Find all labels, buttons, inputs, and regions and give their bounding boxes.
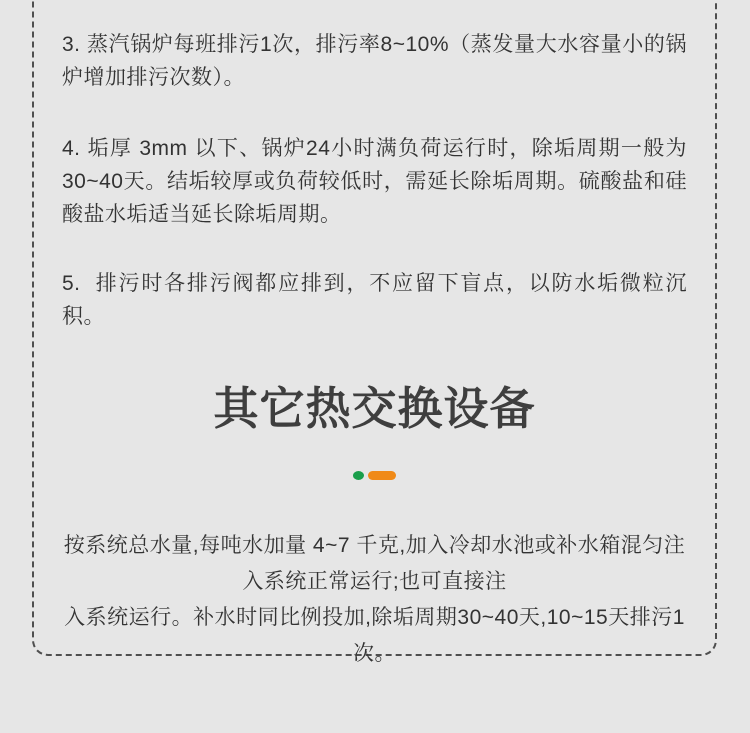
dosage-instructions (62, 528, 687, 672)
divider-orange-dash-icon (368, 471, 396, 480)
numbered-paragraph-3: 3. 蒸汽锅炉每班排污1次，排污率8~10%（蒸发量大水容量小的锅炉增加排污次数）。 (62, 33, 687, 89)
section-heading: 其它热交换设备 (213, 383, 536, 434)
dosage-instructions-line-2: 入系统运行。补水时同比例投加,除垢周期30~40天,10~15天排污1次。 (64, 606, 685, 665)
heading-divider (62, 471, 687, 480)
dashed-content-card (32, 0, 717, 665)
dosage-instructions-line-1: 按系统总水量,每吨水加量 4~7 千克,加入冷却水池或补水箱混匀注入系统正常运行;也可直接注 (63, 534, 686, 593)
numbered-paragraph-5: 5. 排污时各排污阀都应排到，不应留下盲点，以防水垢微粒沉积。 (62, 272, 687, 328)
divider-green-dot-icon (353, 471, 364, 480)
numbered-paragraph-4: 4. 垢厚 3mm 以下、锅炉24小时满负荷运行时，除垢周期一般为30~40天。结垢较厚或负荷较低时，需延长除垢周期。硫酸盐和硅酸盐水垢适当延长除垢周期。 (62, 137, 687, 226)
